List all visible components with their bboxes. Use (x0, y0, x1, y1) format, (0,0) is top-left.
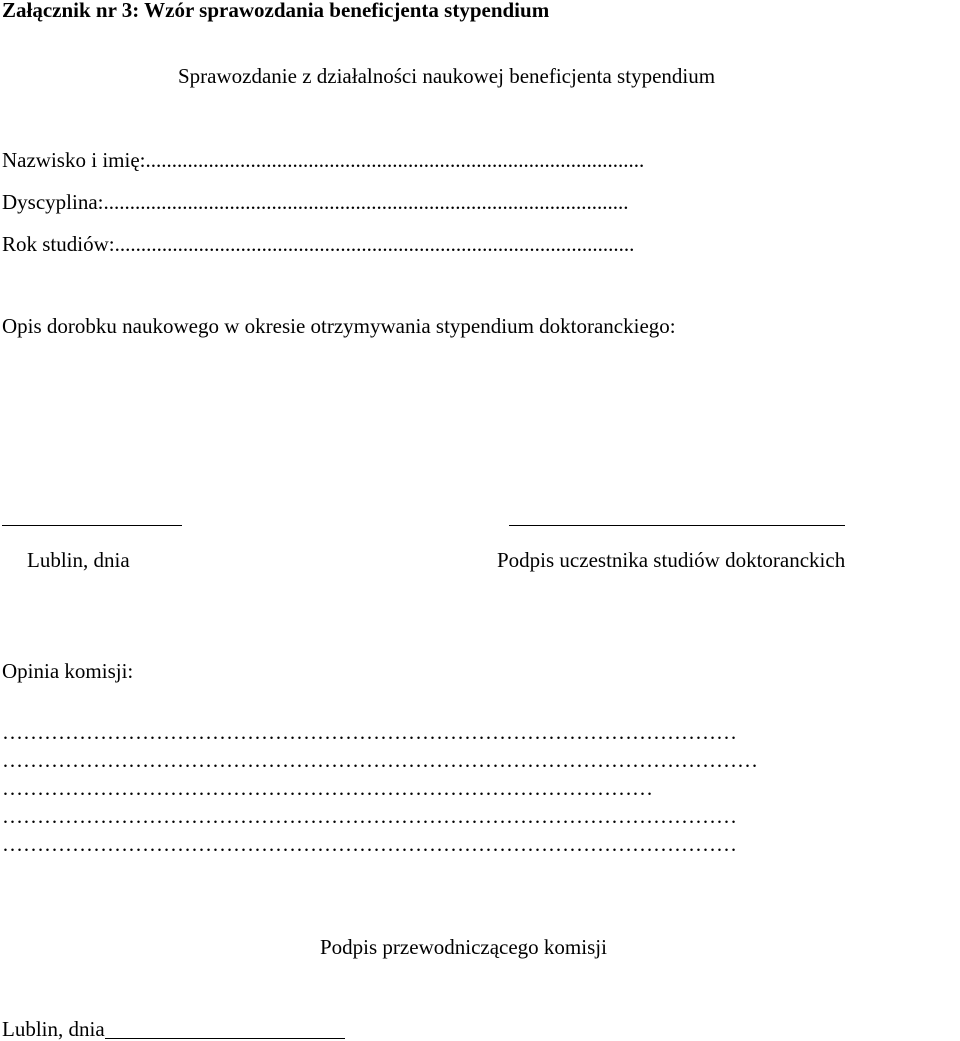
final-date-field (2, 1019, 345, 1040)
discipline-label: Dyscyplina: (2, 190, 104, 214)
opinion-line: …………………………………………………………………………………………… (2, 834, 737, 855)
student-signature-line (509, 525, 845, 526)
discipline-dots: .................................................................................................... (103, 190, 629, 214)
study-year-label: Rok studiów: (2, 232, 115, 256)
document-title: Załącznik nr 3: Wzór sprawozdania beneficjenta stypendium (2, 0, 550, 22)
date-signature-line (2, 525, 182, 526)
opinion-line: ………………………………………………………………………………… (2, 778, 653, 799)
name-dots: ............................................................................................... (145, 148, 645, 172)
report-heading: Sprawozdanie z działalności naukowej beneficjenta stypendium (178, 64, 716, 88)
final-date-label: Lublin, dnia (2, 1017, 105, 1041)
name-label: Nazwisko i imię: (2, 148, 146, 172)
opinion-line: …………………………………………………………………………………………… (2, 722, 737, 743)
student-signature-label: Podpis uczestnika studiów doktoranckich (497, 548, 846, 572)
study-year-dots: ................................................................................................... (114, 232, 635, 256)
final-date-line (105, 1038, 345, 1039)
description-prompt: Opis dorobku naukowego w okresie otrzymywania stypendium doktoranckiego: (2, 314, 676, 338)
opinion-line: ……………………………………………………………………………………………… (2, 750, 758, 771)
name-field (2, 150, 644, 171)
date-label: Lublin, dnia (27, 548, 130, 572)
study-year-field (2, 234, 634, 255)
committee-opinion-label: Opinia komisji: (2, 659, 134, 683)
opinion-line: …………………………………………………………………………………………… (2, 806, 737, 827)
discipline-field (2, 192, 628, 213)
chair-signature-label: Podpis przewodniczącego komisji (320, 935, 607, 959)
